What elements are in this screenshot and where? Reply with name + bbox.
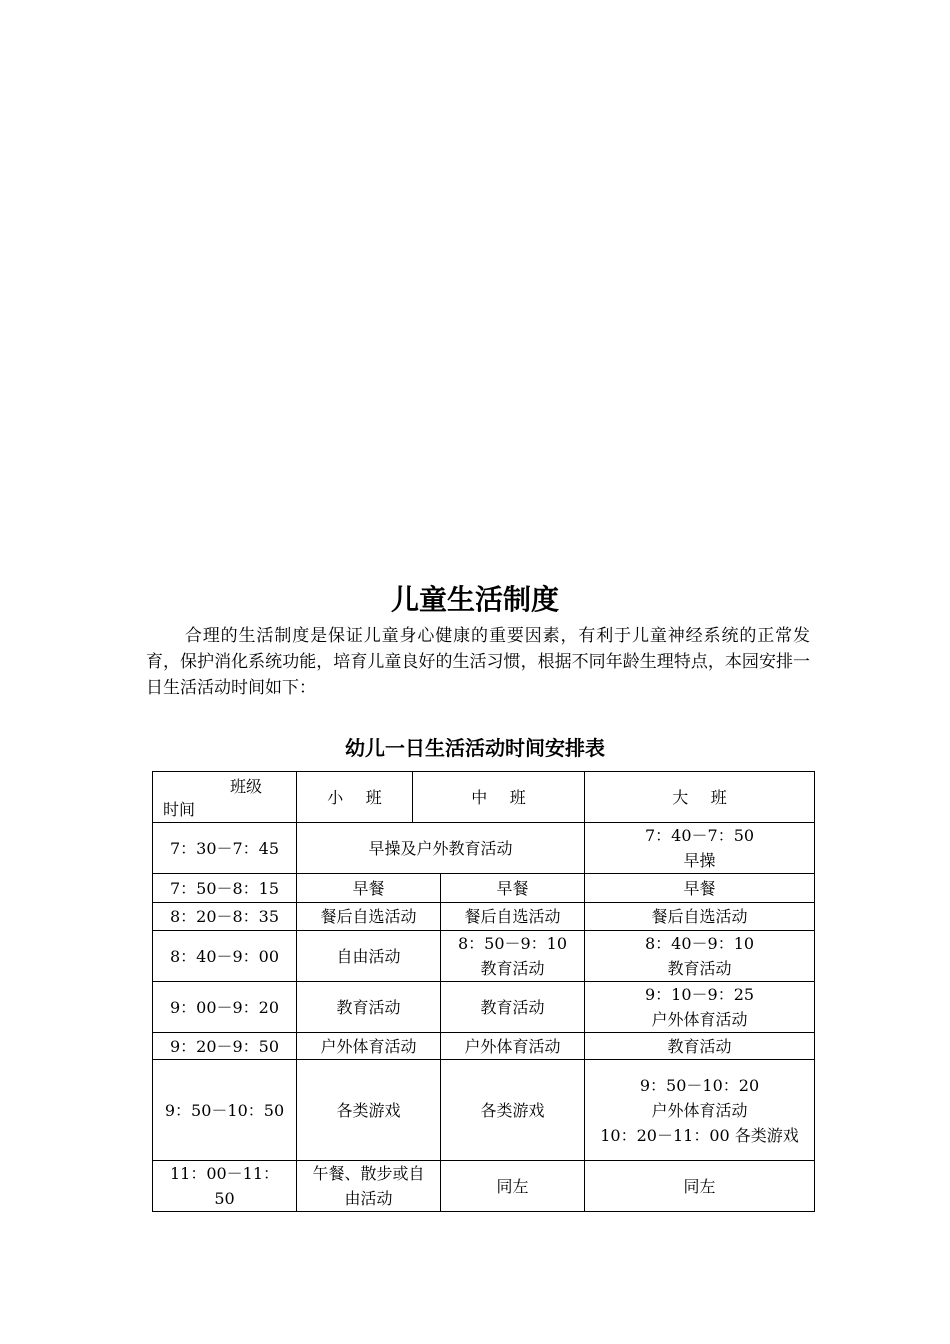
time-cell: 7：50－8：15: [153, 874, 297, 903]
header-large-class: 大 班: [585, 772, 815, 823]
small-cell: 户外体育活动: [297, 1033, 441, 1060]
large-cell: 8：40－9：10 教育活动: [585, 931, 815, 982]
large-cell: 餐后自选活动: [585, 903, 815, 931]
middle-cell: 各类游戏: [441, 1060, 585, 1161]
header-middle-class: 中 班: [413, 772, 585, 823]
table-row: [153, 982, 815, 1033]
time-cell: 11：00－11：50: [153, 1161, 297, 1212]
small-cell: 餐后自选活动: [297, 903, 441, 931]
time-cell: 8：40－9：00: [153, 931, 297, 982]
time-label: 时间: [163, 800, 196, 819]
page-title: 儿童生活制度: [390, 583, 559, 616]
schedule-table: [152, 771, 815, 1212]
table-row: [153, 931, 815, 982]
small-cell: 午餐、散步或自由活动: [297, 1161, 441, 1212]
intro-paragraph: [146, 623, 810, 701]
large-cell: 7：40－7：50 早操: [585, 823, 815, 874]
class-label: 班级: [229, 777, 262, 796]
large-cell: 同左: [585, 1161, 815, 1212]
large-cell: 教育活动: [585, 1033, 815, 1060]
middle-cell: 8：50－9：10 教育活动: [441, 931, 585, 982]
table-row: [153, 1033, 815, 1060]
small-cell: 教育活动: [297, 982, 441, 1033]
time-cell: 7：30－7：45: [153, 823, 297, 874]
middle-cell: 户外体育活动: [441, 1033, 585, 1060]
small-cell: 自由活动: [297, 931, 441, 982]
header-small-class: 小 班: [297, 772, 413, 823]
large-cell: 9：50－10：20 户外体育活动 10：20－11：00 各类游戏: [585, 1060, 815, 1161]
corner-header-cell: [153, 772, 297, 823]
table-row: [153, 874, 815, 903]
table-title: 幼儿一日生活活动时间安排表: [345, 736, 605, 760]
middle-cell: 教育活动: [441, 982, 585, 1033]
middle-cell: 同左: [441, 1161, 585, 1212]
intro-text: 合理的生活制度是保证儿童身心健康的重要因素，有利于儿童神经系统的正常发育，保护消化系统功能，培育儿童良好的生活习惯，根据不同年龄生理特点，本园安排一日生活活动时间如下：: [146, 626, 810, 698]
merged-activity-cell: 早操及户外教育活动: [297, 823, 585, 874]
time-cell: 9：50－10：50: [153, 1060, 297, 1161]
large-cell: 9：10－9：25 户外体育活动: [585, 982, 815, 1033]
table-row: [153, 903, 815, 931]
table-row: [153, 1161, 815, 1212]
small-cell: 早餐: [297, 874, 441, 903]
time-cell: 9：00－9：20: [153, 982, 297, 1033]
header-row: [153, 772, 815, 823]
time-cell: 9：20－9：50: [153, 1033, 297, 1060]
table-row: [153, 1060, 815, 1161]
middle-cell: 早餐: [441, 874, 585, 903]
time-cell: 8：20－8：35: [153, 903, 297, 931]
small-cell: 各类游戏: [297, 1060, 441, 1161]
middle-cell: 餐后自选活动: [441, 903, 585, 931]
large-cell: 早餐: [585, 874, 815, 903]
table-row: [153, 823, 815, 874]
